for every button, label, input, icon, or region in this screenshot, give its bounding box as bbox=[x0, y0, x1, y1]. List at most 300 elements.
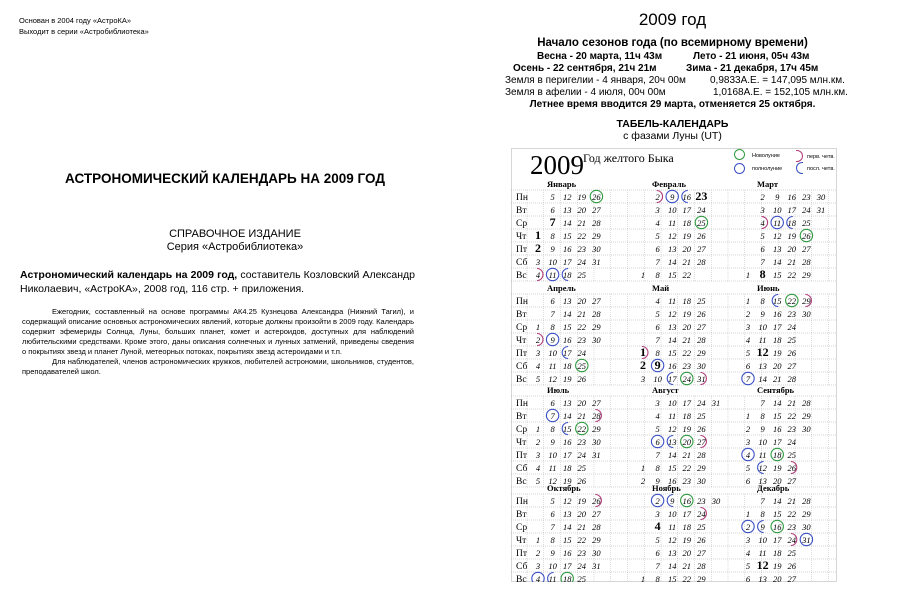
day-number: 2 bbox=[655, 495, 660, 506]
day-number: 5 bbox=[745, 462, 751, 473]
calendar-title: ТАБЕЛЬ-КАЛЕНДАРЬ bbox=[616, 118, 729, 130]
day-number: 20 bbox=[577, 508, 587, 519]
day-number: 7 bbox=[550, 410, 555, 421]
day-number: 6 bbox=[745, 360, 751, 371]
day-number: 21 bbox=[682, 449, 692, 460]
day-number: 9 bbox=[550, 547, 555, 558]
day-number: 26 bbox=[592, 191, 601, 202]
publication-info bbox=[19, 15, 149, 37]
weekday-label: Пт bbox=[516, 349, 528, 359]
day-number: 30 bbox=[592, 243, 601, 254]
day-number: 4 bbox=[760, 217, 765, 228]
day-number: 2 bbox=[640, 475, 646, 486]
weekday-label: Сб bbox=[516, 362, 528, 372]
day-number: 28 bbox=[697, 256, 706, 267]
day-number: 28 bbox=[592, 308, 601, 319]
day-number: 21 bbox=[577, 308, 587, 319]
day-number: 3 bbox=[535, 256, 541, 267]
day-number: 4 bbox=[535, 360, 541, 371]
day-number: 4 bbox=[535, 573, 541, 582]
day-number: 18 bbox=[562, 269, 572, 280]
day-number: 30 bbox=[697, 475, 706, 486]
day-number: 18 bbox=[772, 547, 782, 558]
day-number: 10 bbox=[548, 256, 557, 267]
day-number: 21 bbox=[787, 256, 797, 267]
day-number: 11 bbox=[668, 521, 677, 532]
holiday-day-number: 4 bbox=[654, 518, 661, 533]
day-number: 31 bbox=[592, 449, 601, 460]
day-number: 13 bbox=[667, 547, 677, 558]
day-number: 7 bbox=[655, 449, 660, 460]
day-number: 2 bbox=[535, 436, 541, 447]
day-number: 23 bbox=[787, 423, 797, 434]
weekday-label: Пн bbox=[516, 399, 528, 409]
day-number: 23 bbox=[577, 436, 587, 447]
day-number: 29 bbox=[802, 295, 811, 306]
day-number: 12 bbox=[562, 191, 572, 202]
day-number: 25 bbox=[697, 295, 706, 306]
new-moon-legend-icon bbox=[734, 149, 745, 160]
day-number: 1 bbox=[535, 423, 541, 434]
series-line: Выходит в серии «Астробиблиотека» bbox=[19, 27, 149, 36]
day-number: 21 bbox=[577, 521, 587, 532]
day-number: 8 bbox=[550, 321, 555, 332]
day-number: 4 bbox=[745, 334, 751, 345]
day-number: 17 bbox=[787, 204, 797, 215]
day-number: 26 bbox=[577, 373, 587, 384]
day-number: 9 bbox=[655, 475, 660, 486]
weekday-label: Ср bbox=[516, 425, 528, 435]
day-number: 14 bbox=[772, 495, 782, 506]
day-number: 10 bbox=[758, 534, 767, 545]
aphelion-date: Земля в афелии - 4 июля, 00ч 00м bbox=[505, 87, 666, 98]
day-number: 21 bbox=[577, 217, 587, 228]
day-number: 17 bbox=[667, 373, 677, 384]
month-name: Май bbox=[652, 283, 670, 293]
day-number: 18 bbox=[682, 410, 692, 421]
day-number: 26 bbox=[802, 230, 811, 241]
day-number: 4 bbox=[745, 449, 751, 460]
day-number: 3 bbox=[760, 204, 765, 215]
day-number: 25 bbox=[577, 573, 587, 582]
day-number: 5 bbox=[655, 308, 660, 319]
day-number: 19 bbox=[682, 308, 692, 319]
book-title: АСТРОНОМИЧЕСКИЙ КАЛЕНДАРЬ НА 2009 ГОД bbox=[65, 171, 385, 186]
day-number: 20 bbox=[577, 204, 587, 215]
day-number: 14 bbox=[667, 256, 677, 267]
day-number: 23 bbox=[787, 308, 797, 319]
day-number: 13 bbox=[562, 295, 572, 306]
day-number: 27 bbox=[787, 573, 797, 582]
weekday-label: Чт bbox=[516, 536, 527, 546]
day-number: 22 bbox=[682, 573, 692, 582]
season-summer: Лето - 21 июня, 05ч 43м bbox=[693, 51, 810, 62]
day-number: 19 bbox=[562, 475, 572, 486]
season-autumn: Осень - 22 сентября, 21ч 21м bbox=[513, 63, 657, 74]
day-number: 13 bbox=[562, 204, 572, 215]
day-number: 27 bbox=[697, 547, 706, 558]
day-number: 9 bbox=[760, 308, 765, 319]
series-name: Серия «Астробиблиотека» bbox=[166, 241, 304, 253]
day-number: 17 bbox=[562, 560, 572, 571]
day-number: 4 bbox=[655, 295, 660, 306]
day-number: 31 bbox=[592, 256, 601, 267]
day-number: 6 bbox=[655, 243, 660, 254]
holiday-day-number: 23 bbox=[695, 188, 708, 203]
day-number: 23 bbox=[682, 475, 692, 486]
day-number: 22 bbox=[577, 230, 587, 241]
day-number: 12 bbox=[758, 462, 767, 473]
day-number: 7 bbox=[550, 521, 555, 532]
day-number: 10 bbox=[548, 347, 557, 358]
day-number: 18 bbox=[787, 217, 797, 228]
day-number: 3 bbox=[745, 534, 751, 545]
weekday-label: Пн bbox=[516, 297, 528, 307]
founded-line: Основан в 2004 году «АстроКА» bbox=[19, 16, 132, 25]
day-number: 2 bbox=[535, 334, 541, 345]
day-number: 5 bbox=[745, 347, 751, 358]
day-number: 29 bbox=[592, 423, 601, 434]
edition-block bbox=[110, 228, 360, 254]
day-number: 27 bbox=[787, 360, 797, 371]
day-number: 17 bbox=[682, 204, 692, 215]
day-number: 13 bbox=[667, 436, 677, 447]
month-name: Июль bbox=[547, 385, 570, 395]
day-number: 30 bbox=[592, 334, 601, 345]
day-number: 10 bbox=[548, 560, 557, 571]
day-number: 17 bbox=[562, 347, 572, 358]
day-number: 21 bbox=[772, 373, 782, 384]
day-number: 19 bbox=[577, 495, 587, 506]
holiday-day-number: 7 bbox=[549, 214, 556, 229]
day-number: 16 bbox=[562, 436, 572, 447]
day-number: 6 bbox=[745, 475, 751, 486]
holiday-day-number: 1 bbox=[535, 227, 541, 242]
day-number: 16 bbox=[772, 308, 782, 319]
day-number: 27 bbox=[697, 243, 706, 254]
day-number: 3 bbox=[655, 508, 660, 519]
day-number: 8 bbox=[550, 534, 555, 545]
day-number: 17 bbox=[772, 321, 782, 332]
day-number: 30 bbox=[592, 436, 601, 447]
day-number: 2 bbox=[760, 191, 765, 202]
day-number: 5 bbox=[745, 560, 751, 571]
day-number: 17 bbox=[562, 449, 572, 460]
calendar-subtitle: с фазами Луны (UT) bbox=[623, 130, 722, 142]
weekday-label: Сб bbox=[516, 258, 528, 268]
day-number: 19 bbox=[562, 373, 572, 384]
day-number: 10 bbox=[758, 321, 767, 332]
day-number: 30 bbox=[697, 360, 706, 371]
day-number: 27 bbox=[802, 243, 811, 254]
weekday-label: Пн bbox=[516, 497, 528, 507]
weekday-label: Вт bbox=[516, 412, 527, 422]
weekday-label: Пн bbox=[516, 193, 528, 203]
day-number: 27 bbox=[592, 204, 601, 215]
day-number: 1 bbox=[640, 573, 646, 582]
edition-type: СПРАВОЧНОЕ ИЗДАНИЕ bbox=[169, 228, 301, 240]
legend-new-moon: Новолуние bbox=[752, 153, 780, 159]
day-number: 1 bbox=[535, 321, 541, 332]
day-number: 8 bbox=[655, 462, 660, 473]
holiday-day-number: 2 bbox=[640, 357, 646, 372]
day-number: 11 bbox=[668, 217, 677, 228]
day-number: 5 bbox=[655, 423, 660, 434]
day-number: 6 bbox=[655, 547, 660, 558]
weekday-label: Ср bbox=[516, 523, 528, 533]
day-number: 20 bbox=[577, 397, 587, 408]
day-number: 28 bbox=[592, 410, 601, 421]
day-number: 16 bbox=[682, 495, 692, 506]
day-number: 12 bbox=[667, 230, 677, 241]
day-number: 26 bbox=[787, 560, 797, 571]
month-name: Июнь bbox=[757, 283, 780, 293]
day-number: 15 bbox=[562, 321, 572, 332]
day-number: 25 bbox=[697, 217, 706, 228]
day-number: 18 bbox=[562, 360, 572, 371]
day-number: 24 bbox=[577, 449, 587, 460]
day-number: 14 bbox=[758, 373, 767, 384]
day-number: 26 bbox=[697, 308, 706, 319]
day-number: 6 bbox=[655, 436, 660, 447]
day-number: 16 bbox=[772, 521, 782, 532]
day-number: 15 bbox=[667, 269, 677, 280]
day-number: 9 bbox=[670, 495, 675, 506]
day-number: 27 bbox=[592, 295, 601, 306]
weekday-label: Вс bbox=[516, 271, 527, 281]
day-number: 11 bbox=[773, 217, 782, 228]
day-number: 14 bbox=[667, 334, 677, 345]
day-number: 17 bbox=[562, 256, 572, 267]
day-number: 10 bbox=[667, 204, 677, 215]
month-name: Август bbox=[652, 385, 679, 395]
day-number: 4 bbox=[655, 217, 660, 228]
day-number: 11 bbox=[548, 269, 557, 280]
day-number: 29 bbox=[592, 230, 601, 241]
day-number: 9 bbox=[760, 423, 765, 434]
day-number: 5 bbox=[655, 230, 660, 241]
perihelion-date: Земля в перигелии - 4 января, 20ч 00м bbox=[505, 75, 686, 86]
day-number: 29 bbox=[802, 269, 811, 280]
day-number: 11 bbox=[668, 410, 677, 421]
day-number: 16 bbox=[562, 334, 572, 345]
day-number: 4 bbox=[535, 269, 541, 280]
day-number: 16 bbox=[562, 243, 572, 254]
day-number: 1 bbox=[640, 462, 646, 473]
weekday-label: Вт bbox=[516, 206, 527, 216]
day-number: 4 bbox=[535, 462, 541, 473]
day-number: 7 bbox=[745, 373, 751, 384]
day-number: 23 bbox=[682, 360, 692, 371]
day-number: 19 bbox=[787, 230, 797, 241]
day-number: 21 bbox=[787, 397, 797, 408]
day-number: 9 bbox=[775, 191, 780, 202]
day-number: 14 bbox=[667, 449, 677, 460]
day-number: 28 bbox=[802, 495, 811, 506]
day-number: 12 bbox=[667, 308, 677, 319]
day-number: 19 bbox=[577, 191, 587, 202]
season-spring: Весна - 20 марта, 11ч 43м bbox=[537, 51, 663, 62]
weekday-label: Сб bbox=[516, 562, 528, 572]
last-quarter-legend-icon bbox=[796, 162, 803, 174]
day-number: 24 bbox=[787, 436, 797, 447]
day-number: 22 bbox=[682, 462, 692, 473]
day-number: 26 bbox=[577, 475, 587, 486]
day-number: 26 bbox=[787, 347, 797, 358]
day-number: 15 bbox=[562, 534, 572, 545]
weekday-label: Ср bbox=[516, 323, 528, 333]
day-number: 9 bbox=[670, 191, 675, 202]
day-number: 24 bbox=[787, 321, 797, 332]
day-number: 23 bbox=[577, 243, 587, 254]
day-number: 29 bbox=[802, 508, 811, 519]
description-main: Ежегодник, составленный на основе программы АК4.25 Кузнецова Александра (Нижний Тагил), и содержащий описание основных астрономических явлений, которые должны произойти в 2009 году. Календарь содержит эфемериды Солнца, Луны, больших планет, комет и астероидов, доступных для наблюдений любительскими средствами. Кроме этого, даны описания солнечных и лунных затмений, приведены сведения о покрытиях звезд и планет Луной, метеорных потоках, покрытиях звезд астероидами и т.п. bbox=[22, 307, 414, 356]
day-number: 30 bbox=[802, 308, 811, 319]
day-number: 1 bbox=[640, 269, 646, 280]
day-number: 22 bbox=[577, 534, 587, 545]
day-number: 20 bbox=[682, 436, 692, 447]
weekday-label: Чт bbox=[516, 336, 527, 346]
day-number: 7 bbox=[655, 560, 660, 571]
day-number: 13 bbox=[562, 397, 572, 408]
day-number: 23 bbox=[577, 334, 587, 345]
day-number: 3 bbox=[535, 560, 541, 571]
day-number: 24 bbox=[802, 204, 811, 215]
holiday-day-number: 1 bbox=[640, 344, 646, 359]
day-number: 18 bbox=[772, 449, 782, 460]
day-number: 29 bbox=[802, 410, 811, 421]
day-number: 8 bbox=[760, 295, 765, 306]
day-number: 7 bbox=[760, 397, 765, 408]
day-number: 11 bbox=[758, 547, 767, 558]
day-number: 28 bbox=[592, 217, 601, 228]
day-number: 26 bbox=[697, 423, 706, 434]
holiday-day-number: 9 bbox=[654, 357, 661, 372]
day-number: 29 bbox=[697, 573, 706, 582]
day-number: 3 bbox=[535, 347, 541, 358]
day-number: 26 bbox=[787, 462, 797, 473]
day-number: 24 bbox=[577, 347, 587, 358]
day-number: 19 bbox=[682, 230, 692, 241]
day-number: 15 bbox=[667, 462, 677, 473]
day-number: 16 bbox=[787, 191, 797, 202]
day-number: 27 bbox=[592, 397, 601, 408]
day-number: 11 bbox=[668, 295, 677, 306]
day-number: 1 bbox=[745, 410, 751, 421]
day-number: 18 bbox=[562, 573, 572, 582]
day-number: 22 bbox=[682, 347, 692, 358]
day-number: 20 bbox=[787, 243, 797, 254]
day-number: 29 bbox=[697, 347, 706, 358]
daylight-saving-note: Летнее время вводится 29 марта, отменяется 25 октября. bbox=[529, 99, 816, 110]
day-number: 28 bbox=[787, 373, 797, 384]
day-number: 13 bbox=[667, 321, 677, 332]
day-number: 25 bbox=[697, 410, 706, 421]
day-number: 24 bbox=[697, 397, 706, 408]
day-number: 31 bbox=[816, 204, 826, 215]
day-number: 16 bbox=[667, 475, 677, 486]
seasons-title: Начало сезонов года (по всемирному времени) bbox=[537, 37, 808, 49]
day-number: 22 bbox=[787, 269, 797, 280]
day-number: 22 bbox=[682, 269, 692, 280]
full-moon-legend-icon bbox=[734, 163, 745, 174]
citation-details: составитель Козловский Александр Николаевич, «АстроКА», 2008 год, 116 стр. + приложения. bbox=[20, 269, 415, 295]
day-number: 1 bbox=[745, 269, 751, 280]
day-number: 6 bbox=[550, 508, 555, 519]
day-number: 30 bbox=[802, 423, 811, 434]
day-number: 3 bbox=[745, 321, 751, 332]
day-number: 16 bbox=[667, 360, 677, 371]
day-number: 7 bbox=[760, 256, 765, 267]
day-number: 2 bbox=[745, 423, 751, 434]
day-number: 26 bbox=[697, 230, 706, 241]
day-number: 1 bbox=[745, 508, 751, 519]
day-number: 26 bbox=[697, 534, 706, 545]
day-number: 11 bbox=[758, 334, 767, 345]
day-number: 28 bbox=[592, 521, 601, 532]
day-number: 15 bbox=[667, 573, 677, 582]
day-number: 12 bbox=[772, 230, 782, 241]
day-number: 11 bbox=[548, 573, 557, 582]
day-number: 17 bbox=[682, 397, 692, 408]
day-number: 5 bbox=[760, 230, 765, 241]
day-number: 21 bbox=[682, 560, 692, 571]
day-number: 2 bbox=[745, 308, 751, 319]
day-number: 14 bbox=[772, 256, 782, 267]
day-number: 5 bbox=[550, 191, 555, 202]
day-number: 18 bbox=[682, 295, 692, 306]
description bbox=[22, 307, 414, 377]
day-number: 12 bbox=[548, 373, 557, 384]
day-number: 25 bbox=[787, 547, 797, 558]
day-number: 24 bbox=[577, 256, 587, 267]
day-number: 23 bbox=[787, 521, 797, 532]
day-number: 7 bbox=[550, 308, 555, 319]
holiday-day-number: 8 bbox=[759, 266, 766, 281]
year-calendar bbox=[511, 148, 837, 582]
day-number: 24 bbox=[697, 508, 706, 519]
day-number: 15 bbox=[772, 410, 782, 421]
day-number: 20 bbox=[772, 573, 782, 582]
day-number: 10 bbox=[772, 204, 782, 215]
day-number: 6 bbox=[655, 321, 660, 332]
day-number: 11 bbox=[548, 360, 557, 371]
day-number: 28 bbox=[802, 256, 811, 267]
day-number: 12 bbox=[548, 475, 557, 486]
day-number: 19 bbox=[682, 423, 692, 434]
day-number: 24 bbox=[682, 373, 692, 384]
day-number: 6 bbox=[550, 204, 555, 215]
day-number: 14 bbox=[562, 308, 572, 319]
day-number: 6 bbox=[760, 243, 765, 254]
day-number: 23 bbox=[802, 191, 811, 202]
day-number: 9 bbox=[760, 521, 765, 532]
day-number: 15 bbox=[667, 347, 677, 358]
calendar-year: 2009 bbox=[530, 150, 584, 180]
day-number: 9 bbox=[550, 243, 555, 254]
day-number: 2 bbox=[655, 191, 660, 202]
day-number: 18 bbox=[682, 521, 692, 532]
day-number: 23 bbox=[577, 547, 587, 558]
citation-title: Астрономический календарь на 2009 год, bbox=[20, 269, 238, 281]
day-number: 2 bbox=[745, 521, 751, 532]
day-number: 14 bbox=[667, 560, 677, 571]
day-number: 3 bbox=[655, 204, 660, 215]
day-number: 1 bbox=[745, 295, 751, 306]
day-number: 16 bbox=[682, 191, 692, 202]
weekday-label: Сб bbox=[516, 464, 528, 474]
day-number: 26 bbox=[592, 495, 601, 506]
